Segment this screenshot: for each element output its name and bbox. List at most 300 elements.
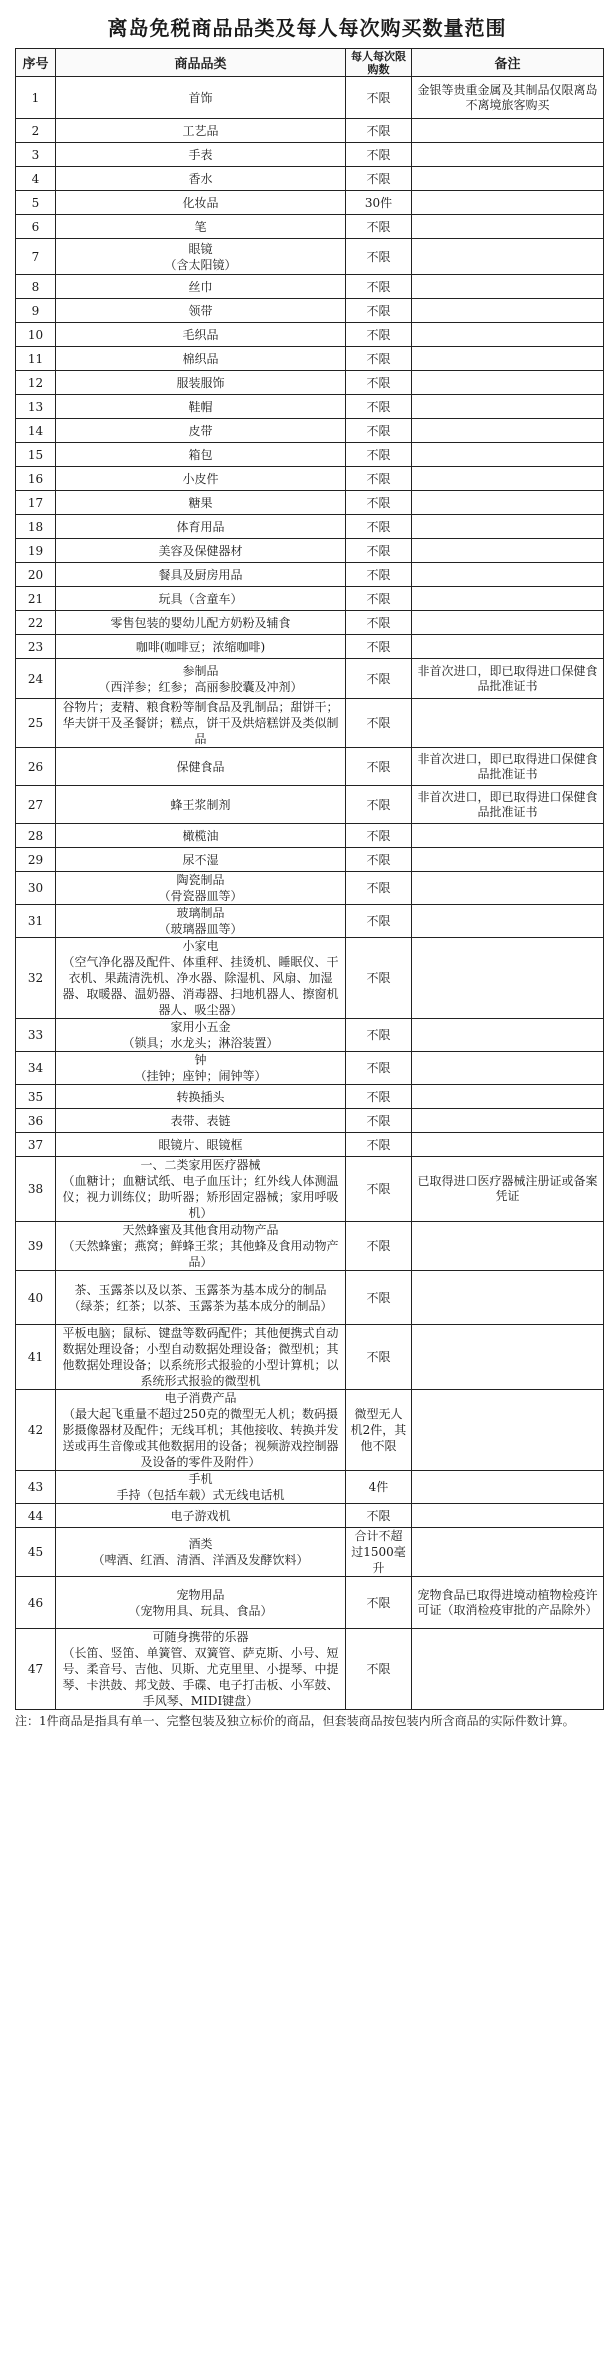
note-cell <box>412 191 604 215</box>
row-number: 30 <box>16 872 56 905</box>
row-number: 22 <box>16 611 56 635</box>
note-cell <box>412 1157 604 1222</box>
category-cell <box>56 1133 346 1157</box>
table-row <box>16 143 604 167</box>
row-number: 13 <box>16 395 56 419</box>
note-cell-text: 金银等贵重金属及其制品仅限离岛不离境旅客购买 <box>417 82 598 112</box>
category-cell-text: 笔 <box>194 219 207 234</box>
category-cell-text: （天然蜂蜜；燕窝；鲜蜂王浆；其他蜂及食用动物产品） <box>62 1239 339 1269</box>
category-cell-text: 首饰 <box>188 90 213 105</box>
limit-cell <box>346 872 412 905</box>
row-number: 17 <box>16 491 56 515</box>
category-cell-text: 糖果 <box>188 495 213 510</box>
limit-cell <box>346 1052 412 1085</box>
row-number: 36 <box>16 1109 56 1133</box>
row-number: 3 <box>16 143 56 167</box>
limit-cell <box>346 848 412 872</box>
table-row <box>16 786 604 824</box>
table-row <box>16 748 604 786</box>
category-cell <box>56 1629 346 1710</box>
table-row <box>16 491 604 515</box>
category-cell <box>56 1504 346 1528</box>
note-cell <box>412 77 604 119</box>
limit-cell-text: 微型无人机2件，其他不限 <box>350 1407 407 1453</box>
limit-cell <box>346 1222 412 1271</box>
row-number: 43 <box>16 1471 56 1504</box>
row-number: 11 <box>16 347 56 371</box>
limit-cell <box>346 347 412 371</box>
table-row <box>16 1325 604 1390</box>
limit-cell <box>346 659 412 699</box>
note-cell <box>412 1019 604 1052</box>
category-cell <box>56 491 346 515</box>
category-cell-text: 玻璃制品 <box>176 906 225 920</box>
category-cell-text: 领带 <box>188 303 213 318</box>
category-cell-text: 小家电 <box>182 939 219 953</box>
limit-cell-text: 不限 <box>366 716 391 730</box>
note-cell <box>412 215 604 239</box>
category-cell-text: 钟 <box>194 1053 207 1067</box>
category-cell-text: 橄榄油 <box>182 828 219 843</box>
limit-cell-text: 不限 <box>366 249 391 264</box>
limit-cell <box>346 1019 412 1052</box>
row-number: 46 <box>16 1577 56 1629</box>
limit-cell <box>346 215 412 239</box>
row-number: 1 <box>16 77 56 119</box>
table-row <box>16 1271 604 1325</box>
note-cell <box>412 1325 604 1390</box>
limit-cell <box>346 275 412 299</box>
category-cell-text: 天然蜂蜜及其他食用动物产品 <box>122 1223 279 1237</box>
table-row <box>16 1471 604 1504</box>
row-number: 8 <box>16 275 56 299</box>
category-cell-text: 毛织品 <box>182 327 219 342</box>
note-cell <box>412 1629 604 1710</box>
limit-cell <box>346 191 412 215</box>
limit-cell <box>346 491 412 515</box>
category-cell <box>56 299 346 323</box>
limit-cell <box>346 1109 412 1133</box>
limit-cell <box>346 1504 412 1528</box>
category-cell <box>56 239 346 275</box>
row-number: 26 <box>16 748 56 786</box>
row-number: 9 <box>16 299 56 323</box>
limit-cell-text: 不限 <box>366 1182 391 1196</box>
category-cell-text: 咖啡(咖啡豆；浓缩咖啡) <box>135 639 266 654</box>
limit-cell-text: 不限 <box>366 1061 391 1075</box>
limit-cell <box>346 587 412 611</box>
note-cell <box>412 1222 604 1271</box>
table-row <box>16 323 604 347</box>
category-cell-text: 餐具及厨房用品 <box>158 567 243 582</box>
limit-cell-text: 不限 <box>366 1595 391 1610</box>
category-cell-text: 可随身携带的乐器 <box>152 1630 249 1644</box>
row-number: 45 <box>16 1528 56 1577</box>
category-cell <box>56 848 346 872</box>
table-row <box>16 1052 604 1085</box>
note-cell-text: 宠物食品已取得进境动植物检疫许可证（取消检疫审批的产品除外） <box>417 1587 598 1617</box>
limit-cell-text: 不限 <box>366 1089 391 1104</box>
row-number: 29 <box>16 848 56 872</box>
table-row <box>16 443 604 467</box>
table-row <box>16 275 604 299</box>
category-cell <box>56 905 346 938</box>
category-cell <box>56 1109 346 1133</box>
limit-cell-text: 不限 <box>366 1113 391 1128</box>
category-cell-text: 美容及保健器材 <box>158 543 243 558</box>
note-cell <box>412 1133 604 1157</box>
table-row <box>16 635 604 659</box>
limit-cell <box>346 167 412 191</box>
limit-cell <box>346 1085 412 1109</box>
limit-cell-text: 不限 <box>366 171 391 186</box>
category-cell-text: 家用小五金 <box>170 1020 231 1034</box>
note-cell <box>412 275 604 299</box>
category-cell <box>56 1271 346 1325</box>
limit-cell <box>346 419 412 443</box>
row-number: 7 <box>16 239 56 275</box>
category-cell <box>56 515 346 539</box>
header-category: 商品品类 <box>56 49 346 77</box>
category-cell <box>56 1085 346 1109</box>
category-cell-text: 保健食品 <box>176 759 225 774</box>
limit-cell <box>346 699 412 748</box>
category-cell-text: （最大起飞重量不超过250克的微型无人机；数码摄影摄像器材及配件；无线耳机；其他接收、转换并发送或再生音像或其他数据用的设备；视频游戏控制器及设备的零件及附件） <box>62 1407 339 1469</box>
table-row <box>16 419 604 443</box>
category-cell <box>56 323 346 347</box>
category-cell <box>56 419 346 443</box>
row-number: 5 <box>16 191 56 215</box>
category-cell <box>56 563 346 587</box>
table-row <box>16 1019 604 1052</box>
limit-cell-text: 不限 <box>366 914 391 928</box>
table-row <box>16 1528 604 1577</box>
limit-cell <box>346 539 412 563</box>
table-row <box>16 1109 604 1133</box>
table-row <box>16 699 604 748</box>
table-row <box>16 77 604 119</box>
category-cell-text: 宠物用品 <box>176 1587 225 1602</box>
table-row <box>16 938 604 1019</box>
note-cell <box>412 1504 604 1528</box>
limit-cell <box>346 1629 412 1710</box>
category-cell <box>56 395 346 419</box>
row-number: 35 <box>16 1085 56 1109</box>
limit-cell-text: 不限 <box>366 1350 391 1364</box>
category-cell <box>56 1222 346 1271</box>
row-number: 21 <box>16 587 56 611</box>
note-cell <box>412 635 604 659</box>
table-row <box>16 905 604 938</box>
category-cell-text: 一、二类家用医疗器械 <box>140 1158 261 1172</box>
limit-cell-text: 不限 <box>366 519 391 534</box>
limit-cell <box>346 824 412 848</box>
row-number: 2 <box>16 119 56 143</box>
limit-cell-text: 不限 <box>366 351 391 366</box>
limit-cell <box>346 611 412 635</box>
row-number: 23 <box>16 635 56 659</box>
note-cell <box>412 539 604 563</box>
limit-cell <box>346 1528 412 1577</box>
limit-cell-text: 不限 <box>366 828 391 843</box>
limit-cell <box>346 938 412 1019</box>
category-cell <box>56 1528 346 1577</box>
limit-cell <box>346 371 412 395</box>
category-cell-text: 皮带 <box>188 423 213 438</box>
limit-cell-text: 不限 <box>366 447 391 462</box>
category-cell-text: 电子消费产品 <box>164 1391 237 1405</box>
row-number: 19 <box>16 539 56 563</box>
category-cell-text: （血糖计；血糖试纸、电子血压计；红外线人体测温仪；视力训练仪；助听器；矫形固定器械；家用呼吸机） <box>62 1174 339 1220</box>
limit-cell <box>346 1325 412 1390</box>
category-cell-text: 手持（包括车载）式无线电话机 <box>116 1488 285 1502</box>
category-cell <box>56 872 346 905</box>
limit-cell <box>346 443 412 467</box>
limit-cell-text: 4件 <box>368 1480 389 1494</box>
category-cell <box>56 275 346 299</box>
category-cell-text: 体育用品 <box>176 519 225 534</box>
note-cell <box>412 699 604 748</box>
row-number: 24 <box>16 659 56 699</box>
table-row <box>16 515 604 539</box>
note-cell <box>412 395 604 419</box>
limit-cell <box>346 239 412 275</box>
limit-cell-text: 不限 <box>366 639 391 654</box>
category-cell <box>56 786 346 824</box>
category-cell-text: 鞋帽 <box>188 399 213 414</box>
category-cell-text: 香水 <box>188 171 213 186</box>
note-cell-text: 非首次进口，即已取得进口保健食品批准证书 <box>417 663 598 693</box>
category-cell-text: 箱包 <box>188 447 213 462</box>
note-cell <box>412 905 604 938</box>
row-number: 4 <box>16 167 56 191</box>
category-cell-text: 玩具（含童车） <box>158 591 243 606</box>
note-cell <box>412 1528 604 1577</box>
category-cell <box>56 1577 346 1629</box>
note-cell <box>412 938 604 1019</box>
note-cell <box>412 1271 604 1325</box>
note-cell <box>412 299 604 323</box>
row-number: 40 <box>16 1271 56 1325</box>
note-cell <box>412 1390 604 1471</box>
note-cell <box>412 347 604 371</box>
limit-cell-text: 不限 <box>366 279 391 294</box>
limit-cell-text: 不限 <box>366 219 391 234</box>
category-cell <box>56 938 346 1019</box>
limit-cell <box>346 467 412 491</box>
category-cell-text: 丝巾 <box>188 279 213 294</box>
table-row <box>16 467 604 491</box>
limit-cell <box>346 515 412 539</box>
limit-cell-text: 不限 <box>366 1508 391 1523</box>
category-cell <box>56 119 346 143</box>
table-row <box>16 1133 604 1157</box>
note-cell <box>412 748 604 786</box>
category-cell-text: （空气净化器及配件、体重秤、挂烫机、睡眠仪、干衣机、果蔬清洗机、净水器、除湿机、风扇、加湿器、取暖器、温奶器、消毒器、扫地机器人、擦窗机器人、吸尘器） <box>62 955 339 1017</box>
note-cell <box>412 848 604 872</box>
category-cell <box>56 659 346 699</box>
category-cell-text: 茶、玉露茶以及以茶、玉露茶为基本成分的制品 <box>74 1282 327 1297</box>
limit-cell-text: 不限 <box>366 423 391 438</box>
note-cell-text: 非首次进口，即已取得进口保健食品批准证书 <box>417 751 598 781</box>
table-row <box>16 848 604 872</box>
category-cell-text: 服装服饰 <box>176 375 225 390</box>
row-number: 39 <box>16 1222 56 1271</box>
row-number: 6 <box>16 215 56 239</box>
category-cell-text: 蜂王浆制剂 <box>170 797 231 812</box>
note-cell <box>412 371 604 395</box>
note-cell <box>412 824 604 848</box>
limit-cell-text: 不限 <box>366 567 391 582</box>
note-cell <box>412 872 604 905</box>
limit-cell <box>346 323 412 347</box>
row-number: 38 <box>16 1157 56 1222</box>
limit-cell <box>346 1471 412 1504</box>
note-cell-text: 已取得进口医疗器械注册证或备案凭证 <box>417 1174 598 1203</box>
table-row <box>16 1085 604 1109</box>
row-number: 33 <box>16 1019 56 1052</box>
limit-cell-text: 不限 <box>366 303 391 318</box>
category-cell-text: （西洋参；红参；高丽参胶囊及冲剂） <box>98 679 303 694</box>
limit-cell <box>346 1133 412 1157</box>
limit-cell-text: 不限 <box>366 852 391 867</box>
category-cell <box>56 635 346 659</box>
limit-cell <box>346 299 412 323</box>
note-cell <box>412 1577 604 1629</box>
row-number: 27 <box>16 786 56 824</box>
limit-cell-text: 不限 <box>366 375 391 390</box>
category-cell <box>56 467 346 491</box>
limit-cell <box>346 1271 412 1325</box>
limit-cell-text: 不限 <box>366 147 391 162</box>
table-row <box>16 1504 604 1528</box>
note-cell <box>412 563 604 587</box>
limit-cell <box>346 786 412 824</box>
note-cell-text: 非首次进口，即已取得进口保健食品批准证书 <box>417 789 598 819</box>
row-number: 25 <box>16 699 56 748</box>
row-number: 28 <box>16 824 56 848</box>
category-cell <box>56 215 346 239</box>
limit-cell <box>346 1157 412 1222</box>
category-cell <box>56 443 346 467</box>
row-number: 41 <box>16 1325 56 1390</box>
note-cell <box>412 1109 604 1133</box>
table-row <box>16 872 604 905</box>
table-row <box>16 191 604 215</box>
limit-cell-text: 不限 <box>366 615 391 630</box>
table-row <box>16 539 604 563</box>
category-cell <box>56 1471 346 1504</box>
row-number: 15 <box>16 443 56 467</box>
category-cell-text: 工艺品 <box>182 123 219 138</box>
category-cell <box>56 587 346 611</box>
category-cell-text: 酒类 <box>188 1537 213 1551</box>
limit-cell-text: 不限 <box>366 327 391 342</box>
limit-cell <box>346 905 412 938</box>
limit-cell-text: 不限 <box>366 495 391 510</box>
table-row <box>16 611 604 635</box>
category-cell <box>56 699 346 748</box>
category-cell <box>56 748 346 786</box>
category-cell <box>56 1325 346 1390</box>
row-number: 10 <box>16 323 56 347</box>
note-cell <box>412 443 604 467</box>
note-cell <box>412 119 604 143</box>
limit-cell-text: 不限 <box>366 471 391 486</box>
limit-cell <box>346 1577 412 1629</box>
category-cell-text: （绿茶；红茶；以茶、玉露茶为基本成分的制品） <box>68 1298 333 1313</box>
row-number: 42 <box>16 1390 56 1471</box>
table-row <box>16 371 604 395</box>
note-cell <box>412 786 604 824</box>
category-cell <box>56 824 346 848</box>
category-cell-text: （挂钟；座钟；闹钟等） <box>134 1069 267 1083</box>
table-row <box>16 1157 604 1222</box>
row-number: 44 <box>16 1504 56 1528</box>
row-number: 31 <box>16 905 56 938</box>
note-cell <box>412 491 604 515</box>
category-cell-text: 眼镜片、眼镜框 <box>158 1137 243 1152</box>
note-cell <box>412 143 604 167</box>
category-cell-text: 眼镜 <box>188 241 213 256</box>
category-cell <box>56 371 346 395</box>
limit-cell-text: 不限 <box>366 671 391 686</box>
row-number: 47 <box>16 1629 56 1710</box>
table-row <box>16 299 604 323</box>
category-cell <box>56 347 346 371</box>
table-row <box>16 239 604 275</box>
category-cell <box>56 167 346 191</box>
limit-cell-text: 合计不超过1500毫升 <box>351 1529 406 1575</box>
row-number: 18 <box>16 515 56 539</box>
limit-cell-text: 不限 <box>366 543 391 558</box>
row-number: 34 <box>16 1052 56 1085</box>
note-cell <box>412 1471 604 1504</box>
footnote: 注：1件商品是指具有单一、完整包装及独立标价的商品，但套装商品按包装内所含商品的实际件数计算。 <box>15 1714 575 1728</box>
row-number: 20 <box>16 563 56 587</box>
table-row <box>16 395 604 419</box>
category-cell-text: 谷物片；麦精、粮食粉等制食品及乳制品；甜饼干；华夫饼干及圣餐饼；糕点，饼干及烘焙糕饼及类似制品 <box>62 700 339 746</box>
row-number: 32 <box>16 938 56 1019</box>
category-cell-text: 电子游戏机 <box>170 1508 231 1523</box>
limit-cell-text: 不限 <box>366 797 391 812</box>
header-note: 备注 <box>412 49 604 77</box>
note-cell <box>412 1085 604 1109</box>
limit-cell <box>346 77 412 119</box>
limit-cell <box>346 635 412 659</box>
table-row <box>16 215 604 239</box>
limit-cell-text: 不限 <box>366 90 391 105</box>
category-cell-text: （玻璃器皿等） <box>158 922 243 936</box>
limit-cell-text: 不限 <box>366 591 391 606</box>
category-cell-text: （宠物用具、玩具、食品） <box>128 1603 273 1618</box>
category-cell-text: 棉织品 <box>182 351 219 366</box>
header-limit: 每人每次限购数 <box>346 49 412 77</box>
limit-cell-text: 不限 <box>366 1137 391 1152</box>
limit-cell <box>346 143 412 167</box>
table-row <box>16 824 604 848</box>
header-no: 序号 <box>16 49 56 77</box>
page-title: 离岛免税商品品类及每人每次购买数量范围 <box>107 16 507 40</box>
table-row <box>16 587 604 611</box>
category-cell-text: 陶瓷制品 <box>176 873 225 887</box>
category-cell-text: 零售包装的婴幼儿配方奶粉及辅食 <box>110 615 291 630</box>
category-cell-text: 表带、表链 <box>170 1113 231 1128</box>
limit-cell-text: 不限 <box>366 123 391 138</box>
table-row <box>16 659 604 699</box>
table-header-row <box>16 49 604 77</box>
table-row <box>16 1390 604 1471</box>
